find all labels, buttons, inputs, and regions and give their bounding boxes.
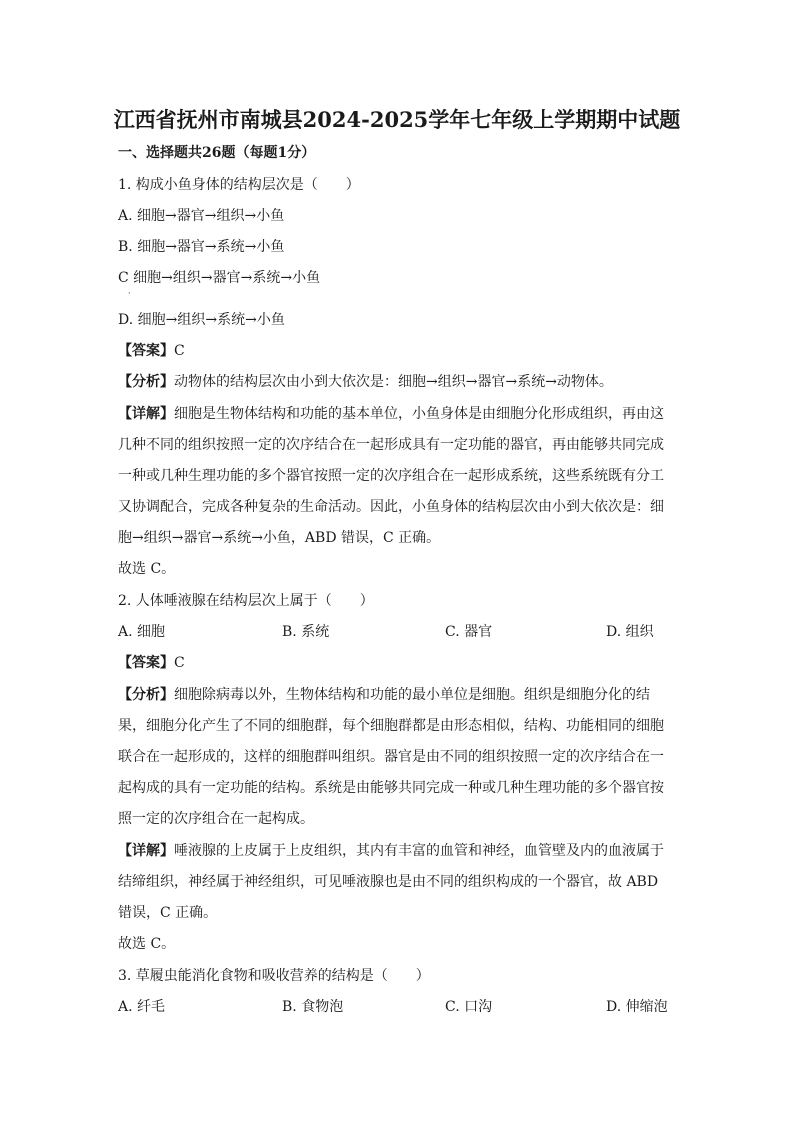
q2-option-b: B. 系统 [282,624,330,640]
q2-analysis-line: 起构成的具有一定功能的结构。系统是由能够共同完成一种或几种生理功能的多个器官按 [118,780,664,796]
q2-conclusion: 故选 C。 [118,936,176,952]
analysis-tag: 【分析】 [118,374,174,390]
q1-detail-line: 一种或几种生理功能的多个器官按照一定的次序组合在一起形成系统，这些系统既有分工 [118,468,664,484]
section-heading: 一、选择题共26题（每题1分） [118,145,316,161]
punctuation-dot: · [128,289,131,298]
analysis-text: 动物体的结构层次由小到大依次是：细胞→组织→器官→系统→动物体。 [174,374,613,390]
q3-stem: 3. 草履虫能消化食物和吸收营养的结构是（ ） [118,968,430,984]
q1-detail-line: 胞→组织→器官→系统→小鱼，ABD 错误，C 正确。 [118,530,441,546]
analysis-tag: 【分析】 [118,687,174,703]
q2-analysis-line: 果，细胞分化产生了不同的细胞群，每个细胞群都是由形态相似，结构、功能相同的细胞 [118,718,664,734]
answer-tag: 【答案】 [118,655,174,671]
answer-value: C [174,655,185,671]
q1-option-d: D. 细胞→组织→系统→小鱼 [118,312,285,328]
q3-option-b: B. 食物泡 [282,999,344,1015]
q2-detail-line [118,841,664,861]
analysis-text: 细胞除病毒以外，生物体结构和功能的最小单位是细胞。组织是细胞分化的结 [174,687,650,703]
q2-option-a: A. 细胞 [118,624,166,640]
q2-detail-line: 结缔组织，神经属于神经组织，可见唾液腺也是由不同的组织构成的一个器官，故 ABD [118,874,659,890]
q1-conclusion: 故选 C。 [118,561,176,577]
q2-option-c: C. 器官 [445,624,493,640]
q2-options [118,622,678,642]
q3-options [118,997,678,1017]
detail-tag: 【详解】 [118,406,174,422]
q2-analysis-line: 照一定的次序组合在一起构成。 [118,811,314,827]
detail-tag: 【详解】 [118,843,174,859]
q1-stem: 1. 构成小鱼身体的结构层次是（ ） [118,177,360,193]
q1-option-a: A. 细胞→器官→组织→小鱼 [118,208,285,224]
q3-option-d: D. 伸缩泡 [606,999,668,1015]
q1-detail-line: 几种不同的组织按照一定的次序结合在一起形成具有一定功能的器官，再由能够共同完成 [118,437,664,453]
q2-analysis-line: 联合在一起形成的，这样的细胞群叫组织。器官是由不同的组织按照一定的次序结合在一 [118,749,664,765]
detail-text: 细胞是生物体结构和功能的基本单位，小鱼身体是由细胞分化形成组织，再由这 [174,406,664,422]
q1-option-c: C 细胞→组织→器官→系统→小鱼 [118,270,321,286]
answer-tag: 【答案】 [118,343,174,359]
q2-stem: 2. 人体唾液腺在结构层次上属于（ ） [118,593,374,609]
q1-option-b: B. 细胞→器官→系统→小鱼 [118,239,285,255]
page-title: 江西省抚州市南城县2024-2025学年七年级上学期期中试题 [113,107,681,132]
q3-option-c: C. 口沟 [445,999,493,1015]
detail-text: 唾液腺的上皮属于上皮组织，其内有丰富的血管和神经，血管壁及内的血液属于 [174,843,664,859]
q2-option-d: D. 组织 [606,624,654,640]
q2-answer [118,653,185,673]
q1-answer [118,341,185,361]
q3-option-a: A. 纤毛 [118,999,166,1015]
q2-analysis-line [118,685,650,705]
q2-detail-line: 错误，C 正确。 [118,905,218,921]
q1-analysis [118,372,613,392]
q1-detail-line [118,404,664,424]
answer-value: C [174,343,185,359]
q1-detail-line: 又协调配合，完成各种复杂的生命活动。因此，小鱼身体的结构层次由小到大依次是：细 [118,499,664,515]
